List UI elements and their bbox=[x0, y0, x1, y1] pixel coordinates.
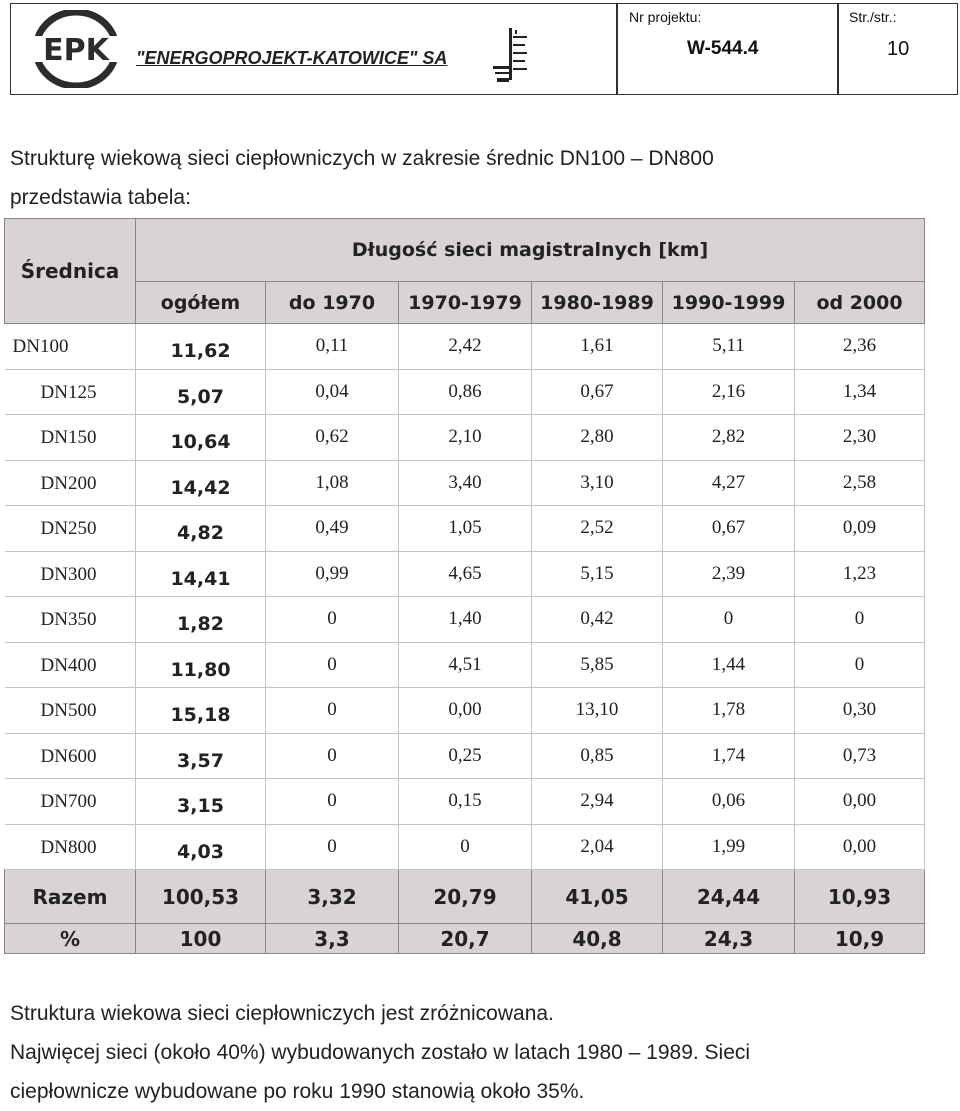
value-cell: 5,15 bbox=[532, 551, 663, 597]
table-row bbox=[5, 642, 925, 688]
value-cell: 2,16 bbox=[663, 369, 795, 415]
diameter-cell: DN600 bbox=[5, 733, 136, 779]
summary-line: Najwięcej sieci (około 40%) wybudowanych zostało w latach 1980 – 1989. Sieci bbox=[10, 1041, 751, 1064]
value-cell: 1,99 bbox=[663, 824, 795, 870]
value-cell: 0,49 bbox=[266, 506, 399, 552]
total-length-cell: 11,80 bbox=[136, 642, 266, 688]
value-cell: 0 bbox=[795, 597, 925, 643]
diameter-cell: DN800 bbox=[5, 824, 136, 870]
value-cell: 0 bbox=[266, 733, 399, 779]
column-header: od 2000 bbox=[795, 282, 925, 324]
value-cell: 0,00 bbox=[795, 779, 925, 825]
value-cell: 0,67 bbox=[532, 369, 663, 415]
diameter-cell: DN350 bbox=[5, 597, 136, 643]
column-header: 1980-1989 bbox=[532, 282, 663, 324]
table-totals bbox=[5, 870, 925, 954]
column-header: do 1970 bbox=[266, 282, 399, 324]
table-row bbox=[5, 460, 925, 506]
value-cell: 0,25 bbox=[399, 733, 532, 779]
summary-line: Struktura wiekowa sieci ciepłowniczych jest zróżnicowana. bbox=[10, 1002, 554, 1025]
value-cell: 1,34 bbox=[795, 369, 925, 415]
value-cell: 0 bbox=[266, 642, 399, 688]
column-header: 1990-1999 bbox=[663, 282, 795, 324]
totals-value: 24,3 bbox=[663, 924, 795, 954]
total-length-cell: 10,64 bbox=[136, 415, 266, 461]
diameter-cell: DN300 bbox=[5, 551, 136, 597]
diameter-cell: DN150 bbox=[5, 415, 136, 461]
value-cell: 2,82 bbox=[663, 415, 795, 461]
company-emblem-icon bbox=[491, 26, 531, 84]
table-row bbox=[5, 688, 925, 734]
value-cell: 0 bbox=[266, 688, 399, 734]
value-cell: 0,06 bbox=[663, 779, 795, 825]
column-header: ogółem bbox=[136, 282, 266, 324]
value-cell: 0,67 bbox=[663, 506, 795, 552]
value-cell: 4,27 bbox=[663, 460, 795, 506]
value-cell: 0 bbox=[266, 597, 399, 643]
totals-value: 24,44 bbox=[663, 870, 795, 924]
table-row bbox=[5, 779, 925, 825]
totals-row bbox=[5, 870, 925, 924]
header-divider bbox=[616, 4, 618, 94]
totals-value: 41,05 bbox=[532, 870, 663, 924]
value-cell: 1,08 bbox=[266, 460, 399, 506]
value-cell: 5,85 bbox=[532, 642, 663, 688]
totals-value: 20,7 bbox=[399, 924, 532, 954]
total-length-cell: 3,15 bbox=[136, 779, 266, 825]
value-cell: 2,42 bbox=[399, 324, 532, 370]
total-length-cell: 4,03 bbox=[136, 824, 266, 870]
value-cell: 13,10 bbox=[532, 688, 663, 734]
project-number-label: Nr projektu: bbox=[629, 9, 702, 25]
value-cell: 1,61 bbox=[532, 324, 663, 370]
table-row bbox=[5, 824, 925, 870]
value-cell: 0,73 bbox=[795, 733, 925, 779]
value-cell: 1,23 bbox=[795, 551, 925, 597]
group-column-header: Długość sieci magistralnych [km] bbox=[136, 219, 925, 282]
table-row bbox=[5, 324, 925, 370]
summary-line: ciepłownicze wybudowane po roku 1990 stanowią około 35%. bbox=[10, 1080, 585, 1103]
value-cell: 0,00 bbox=[399, 688, 532, 734]
totals-value: 3,3 bbox=[266, 924, 399, 954]
value-cell: 0,99 bbox=[266, 551, 399, 597]
total-length-cell: 11,62 bbox=[136, 324, 266, 370]
diameter-cell: DN500 bbox=[5, 688, 136, 734]
totals-label: % bbox=[5, 924, 136, 954]
company-name: "ENERGOPROJEKT-KATOWICE" SA bbox=[136, 48, 448, 68]
totals-value: 100 bbox=[136, 924, 266, 954]
table-row bbox=[5, 597, 925, 643]
value-cell: 0,15 bbox=[399, 779, 532, 825]
total-length-cell: 15,18 bbox=[136, 688, 266, 734]
value-cell: 0 bbox=[399, 824, 532, 870]
network-age-table bbox=[4, 218, 925, 954]
value-cell: 2,30 bbox=[795, 415, 925, 461]
totals-label: Razem bbox=[5, 870, 136, 924]
totals-value: 100,53 bbox=[136, 870, 266, 924]
total-length-cell: 5,07 bbox=[136, 369, 266, 415]
header-divider bbox=[837, 4, 839, 94]
totals-value: 3,32 bbox=[266, 870, 399, 924]
intro-paragraph bbox=[10, 139, 714, 217]
page-number-value: 10 bbox=[887, 38, 910, 60]
page-number-label: Str./str.: bbox=[849, 9, 897, 25]
totals-value: 20,79 bbox=[399, 870, 532, 924]
value-cell: 2,04 bbox=[532, 824, 663, 870]
value-cell: 3,10 bbox=[532, 460, 663, 506]
table-row bbox=[5, 415, 925, 461]
totals-value: 40,8 bbox=[532, 924, 663, 954]
value-cell: 2,10 bbox=[399, 415, 532, 461]
diameter-cell: DN400 bbox=[5, 642, 136, 688]
logo-text: EPK bbox=[43, 33, 109, 68]
value-cell: 0,04 bbox=[266, 369, 399, 415]
value-cell: 0,62 bbox=[266, 415, 399, 461]
totals-value: 10,93 bbox=[795, 870, 925, 924]
value-cell: 1,05 bbox=[399, 506, 532, 552]
value-cell: 5,11 bbox=[663, 324, 795, 370]
value-cell: 0 bbox=[266, 779, 399, 825]
diameter-cell: DN700 bbox=[5, 779, 136, 825]
totals-row bbox=[5, 924, 925, 954]
diameter-column-header: Średnica bbox=[5, 219, 136, 324]
value-cell: 2,39 bbox=[663, 551, 795, 597]
value-cell: 0,30 bbox=[795, 688, 925, 734]
value-cell: 1,44 bbox=[663, 642, 795, 688]
value-cell: 4,65 bbox=[399, 551, 532, 597]
document-header bbox=[10, 3, 958, 95]
total-length-cell: 14,41 bbox=[136, 551, 266, 597]
value-cell: 0 bbox=[663, 597, 795, 643]
value-cell: 0,00 bbox=[795, 824, 925, 870]
diameter-cell: DN200 bbox=[5, 460, 136, 506]
value-cell: 1,40 bbox=[399, 597, 532, 643]
table-row bbox=[5, 369, 925, 415]
value-cell: 4,51 bbox=[399, 642, 532, 688]
value-cell: 1,74 bbox=[663, 733, 795, 779]
total-length-cell: 1,82 bbox=[136, 597, 266, 643]
value-cell: 2,94 bbox=[532, 779, 663, 825]
summary-paragraph bbox=[10, 994, 750, 1111]
table-row bbox=[5, 506, 925, 552]
total-length-cell: 3,57 bbox=[136, 733, 266, 779]
value-cell: 1,78 bbox=[663, 688, 795, 734]
intro-line: przedstawia tabela: bbox=[10, 186, 191, 209]
value-cell: 2,58 bbox=[795, 460, 925, 506]
value-cell: 2,36 bbox=[795, 324, 925, 370]
value-cell: 0,09 bbox=[795, 506, 925, 552]
value-cell: 0,86 bbox=[399, 369, 532, 415]
diameter-cell: DN250 bbox=[5, 506, 136, 552]
project-number-value: W-544.4 bbox=[687, 38, 759, 59]
value-cell: 0,42 bbox=[532, 597, 663, 643]
value-cell: 0 bbox=[266, 824, 399, 870]
table-row bbox=[5, 551, 925, 597]
totals-value: 10,9 bbox=[795, 924, 925, 954]
intro-line: Strukturę wiekową sieci ciepłowniczych w zakresie średnic DN100 – DN800 bbox=[10, 147, 714, 170]
column-header: 1970-1979 bbox=[399, 282, 532, 324]
value-cell: 2,80 bbox=[532, 415, 663, 461]
epk-logo bbox=[33, 10, 119, 88]
total-length-cell: 14,42 bbox=[136, 460, 266, 506]
value-cell: 0 bbox=[795, 642, 925, 688]
value-cell: 2,52 bbox=[532, 506, 663, 552]
total-length-cell: 4,82 bbox=[136, 506, 266, 552]
table-body bbox=[5, 324, 925, 870]
value-cell: 0,85 bbox=[532, 733, 663, 779]
diameter-cell: DN100 bbox=[5, 324, 136, 370]
diameter-cell: DN125 bbox=[5, 369, 136, 415]
table-row bbox=[5, 733, 925, 779]
value-cell: 0,11 bbox=[266, 324, 399, 370]
value-cell: 3,40 bbox=[399, 460, 532, 506]
